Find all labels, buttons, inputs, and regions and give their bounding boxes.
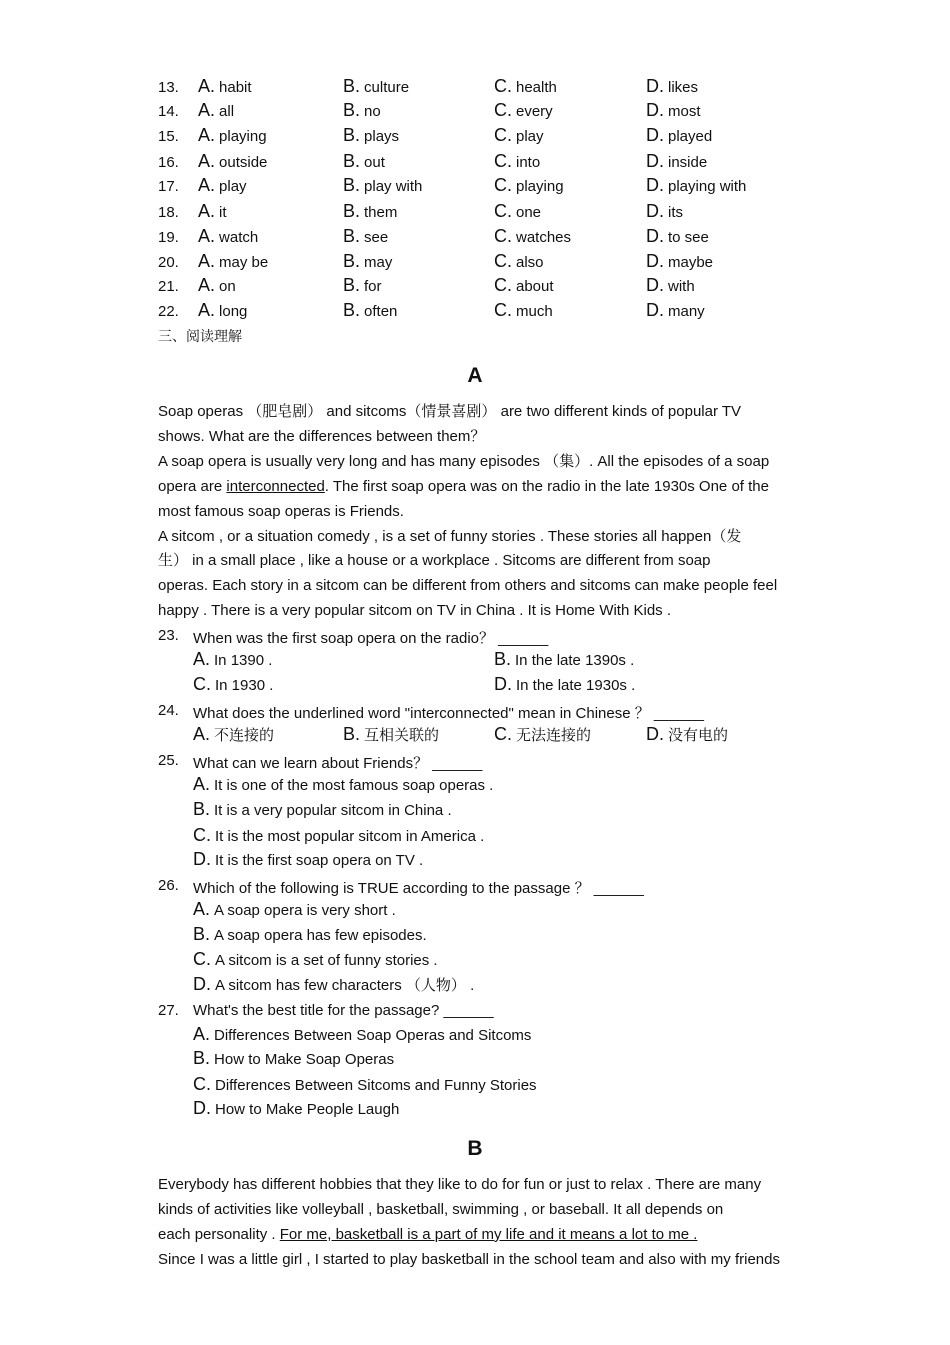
option-text: watches (516, 229, 572, 246)
option-text: may (364, 254, 393, 271)
option-text: A soap opera is very short . (214, 902, 396, 919)
option (198, 100, 234, 121)
option (494, 100, 553, 121)
answer-option (193, 825, 484, 846)
option (198, 300, 247, 321)
text-line: 生） in a small place , like a house or a workplace . Sitcoms are different from soap (158, 552, 711, 570)
option-letter: D. (646, 275, 664, 295)
option-letter: C. (494, 275, 512, 295)
option-letter: C. (193, 825, 211, 845)
option (646, 300, 705, 321)
answer-option (193, 674, 273, 695)
text-line: most famous soap operas is Friends. (158, 502, 404, 520)
option-text: often (364, 303, 398, 320)
option-letter: B. (343, 175, 361, 195)
option-letter: D. (646, 100, 664, 120)
option-letter: D. (646, 724, 664, 744)
option-letter: B. (193, 1048, 211, 1068)
option-letter: B. (343, 76, 361, 96)
option (198, 151, 267, 172)
option-text: to see (668, 229, 709, 246)
option (343, 226, 388, 247)
option-letter: A. (193, 899, 211, 919)
option (494, 251, 544, 272)
option-letter: A. (198, 76, 216, 96)
option-text: into (516, 154, 541, 171)
option-text: In 1930 . (215, 677, 274, 694)
option-letter: C. (193, 1074, 211, 1094)
option-letter: B. (193, 799, 211, 819)
question-number: 17. (158, 178, 179, 195)
underlined-text: For me, basketball is a part of my life and it means a lot to me . (279, 1225, 698, 1243)
answer-option (193, 924, 427, 945)
option (494, 125, 544, 146)
option-letter: C. (494, 226, 512, 246)
option-text: 不连接的 (214, 727, 275, 744)
option (494, 201, 541, 222)
text-line: Since I was a little girl , I started to play basketball in the school team and also with my friends (158, 1250, 780, 1268)
text-line: operas. Each story in a sitcom can be different from others and sitcoms can make people feel (158, 577, 778, 595)
option-text: It is the most popular sitcom in America . (215, 828, 485, 845)
option (646, 175, 746, 196)
option-letter: A. (198, 151, 216, 171)
answer-option (494, 674, 635, 695)
option-text: A soap opera has few episodes. (214, 927, 427, 944)
answer-option (193, 724, 274, 745)
option (494, 76, 557, 97)
option-text: Differences Between Sitcoms and Funny Stories (215, 1077, 537, 1094)
option (343, 125, 399, 146)
answer-option (193, 949, 438, 970)
option-letter: C. (494, 251, 512, 271)
option-text: much (516, 303, 553, 320)
option-letter: D. (646, 175, 664, 195)
option-text: maybe (668, 254, 714, 271)
option-text: out (364, 154, 385, 171)
answer-option (193, 849, 423, 870)
answer-option (193, 899, 396, 920)
option-letter: C. (494, 125, 512, 145)
option-letter: C. (494, 201, 512, 221)
option-letter: A. (198, 226, 216, 246)
option (343, 201, 397, 222)
option-letter: C. (494, 175, 512, 195)
option-text: inside (668, 154, 708, 171)
option-text: may be (219, 254, 269, 271)
option-text: 无法连接的 (516, 727, 592, 744)
option (494, 151, 540, 172)
option-text: long (219, 303, 248, 320)
option (494, 275, 554, 296)
option-letter: D. (646, 125, 664, 145)
option-letter: A. (198, 175, 216, 195)
option-text: also (516, 254, 544, 271)
answer-option (343, 724, 439, 745)
text-line: happy . There is a very popular sitcom on TV in China . It is Home With Kids . (158, 602, 671, 620)
answer-option (193, 1024, 531, 1045)
option-text: its (668, 204, 683, 221)
question-number: 26. (158, 877, 179, 894)
answer-option (494, 724, 591, 745)
option-text: about (516, 278, 554, 295)
text-line: each personality . For me, basketball is a part of my life and it means a lot to me . (158, 1225, 698, 1243)
question-number: 24. (158, 702, 179, 719)
option-text: culture (364, 79, 410, 96)
option-letter: D. (646, 201, 664, 221)
option-letter: A. (193, 774, 211, 794)
option (198, 275, 236, 296)
option-text: In 1390 . (214, 652, 273, 669)
option-letter: D. (646, 251, 664, 271)
option (343, 275, 382, 296)
option-letter: C. (193, 949, 211, 969)
option-text: all (219, 103, 235, 120)
option-text: It is one of the most famous soap operas . (214, 777, 494, 794)
option-letter: C. (193, 674, 211, 694)
option-text: watch (219, 229, 259, 246)
option-text: It is the first soap opera on TV . (215, 852, 424, 869)
option-letter: B. (343, 275, 361, 295)
option-letter: B. (343, 125, 361, 145)
option-letter: D. (193, 849, 211, 869)
option-text: A sitcom has few characters （人物） . (215, 977, 475, 994)
question-stem: What's the best title for the passage? ______ (193, 1002, 494, 1019)
option-text: Differences Between Soap Operas and Sitcoms (214, 1027, 532, 1044)
text-line: Soap operas （肥皂剧） and sitcoms（情景喜剧） are two different kinds of popular TV (158, 403, 742, 420)
option (343, 300, 397, 321)
option-text: them (364, 204, 398, 221)
question-stem: What can we learn about Friends？ ______ (193, 755, 483, 772)
option-text: for (364, 278, 382, 295)
option-text: every (516, 103, 553, 120)
text-line: opera are interconnected. The first soap opera was on the radio in the late 1930s One of the (158, 477, 769, 495)
option (198, 251, 268, 272)
option-letter: C. (494, 100, 512, 120)
option-letter: B. (343, 100, 361, 120)
option-letter: D. (646, 300, 664, 320)
question-stem: What does the underlined word "interconnected" mean in Chinese ？ ______ (193, 705, 704, 722)
option-text: outside (219, 154, 268, 171)
question-number: 27. (158, 1002, 179, 1019)
option-text: How to Make Soap Operas (214, 1051, 395, 1068)
question-number: 18. (158, 204, 179, 221)
option-text: In the late 1390s . (515, 652, 635, 669)
option-text: A sitcom is a set of funny stories . (215, 952, 438, 969)
text-line: Everybody has different hobbies that they like to do for fun or just to relax . There are many (158, 1176, 762, 1193)
option-text: one (516, 204, 542, 221)
option (646, 201, 683, 222)
passage-b-text (158, 1173, 798, 1273)
option-text: play (219, 178, 247, 195)
option-text: play (516, 128, 544, 145)
option-letter: B. (343, 226, 361, 246)
option (198, 125, 267, 146)
option-text: with (668, 278, 695, 295)
question-number: 20. (158, 254, 179, 271)
option-letter: C. (494, 151, 512, 171)
option-letter: D. (646, 76, 664, 96)
option (646, 125, 712, 146)
answer-option (193, 1048, 394, 1069)
option (646, 251, 713, 272)
option-text: likes (668, 79, 699, 96)
option (198, 201, 227, 222)
question-number: 19. (158, 229, 179, 246)
option-text: playing with (668, 178, 747, 195)
option-letter: D. (646, 226, 664, 246)
answer-option (193, 974, 474, 995)
option (646, 275, 695, 296)
text-line: A sitcom , or a situation comedy , is a set of funny stories . These stories all happen（发 (158, 527, 742, 545)
option (343, 175, 422, 196)
option (646, 76, 698, 97)
option-letter: D. (193, 1098, 211, 1118)
option-letter: A. (198, 100, 216, 120)
option-text: most (668, 103, 701, 120)
question-number: 14. (158, 103, 179, 120)
option-letter: A. (193, 724, 211, 744)
answer-option (193, 649, 272, 670)
text-line: A soap opera is usually very long and has many episodes （集）. All the episodes of a soap (158, 452, 770, 470)
question-number: 23. (158, 627, 179, 644)
option-text: playing (516, 178, 564, 195)
option-letter: B. (343, 251, 361, 271)
option-letter: B. (343, 724, 361, 744)
option-letter: A. (193, 1024, 211, 1044)
option-letter: A. (198, 251, 216, 271)
answer-option (193, 774, 493, 795)
option-text: 没有电的 (668, 727, 729, 744)
option (646, 226, 709, 247)
answer-option (193, 1098, 399, 1119)
question-number: 25. (158, 752, 179, 769)
option-text: see (364, 229, 389, 246)
question-number: 16. (158, 154, 179, 171)
answer-option (494, 649, 634, 670)
option-letter: A. (198, 275, 216, 295)
option-text: it (219, 204, 227, 221)
option-letter: C. (494, 300, 512, 320)
option-text: on (219, 278, 236, 295)
option-text: played (668, 128, 713, 145)
option-text: play with (364, 178, 423, 195)
option-text: 互相关联的 (364, 727, 440, 744)
option (198, 175, 247, 196)
option-text: habit (219, 79, 252, 96)
text-line: shows. What are the differences between them？ (158, 427, 486, 445)
option (343, 100, 381, 121)
option (198, 76, 252, 97)
question-number: 15. (158, 128, 179, 145)
option (494, 226, 571, 247)
passage-a-heading: A (467, 364, 483, 387)
text-line: kinds of activities like volleyball , basketball, swimming , or baseball. It all depends on (158, 1200, 724, 1218)
option-letter: B. (494, 649, 512, 669)
question-stem: When was the first soap opera on the radio？ ______ (193, 630, 549, 647)
option-letter: C. (494, 76, 512, 96)
option-letter: D. (494, 674, 512, 694)
question-number: 21. (158, 278, 179, 295)
passage-b-heading: B (467, 1137, 483, 1160)
option-letter: C. (494, 724, 512, 744)
option-text: many (668, 303, 705, 320)
option-letter: A. (193, 649, 211, 669)
option (646, 151, 707, 172)
passage-a-text (158, 400, 798, 624)
question-number: 13. (158, 79, 179, 96)
option-text: no (364, 103, 381, 120)
option-letter: B. (343, 151, 361, 171)
option-letter: A. (198, 201, 216, 221)
option-letter: B. (343, 300, 361, 320)
answer-option (193, 1074, 537, 1095)
option-text: How to Make People Laugh (215, 1101, 400, 1118)
option (494, 175, 564, 196)
option (343, 76, 409, 97)
option-text: playing (219, 128, 267, 145)
question-number: 22. (158, 303, 179, 320)
section-title: 三、阅读理解 (158, 328, 242, 344)
option (198, 226, 258, 247)
question-stem: Which of the following is TRUE according to the passage ？ ______ (193, 880, 644, 897)
underlined-text: interconnected (226, 477, 325, 495)
option-letter: A. (198, 300, 216, 320)
option-letter: D. (646, 151, 664, 171)
answer-option (646, 724, 728, 745)
option (343, 151, 385, 172)
answer-option (193, 799, 452, 820)
option (343, 251, 392, 272)
option-text: health (516, 79, 557, 96)
option-text: In the late 1930s . (516, 677, 636, 694)
option-text: plays (364, 128, 400, 145)
option-letter: A. (198, 125, 216, 145)
option-letter: D. (193, 974, 211, 994)
option-letter: B. (343, 201, 361, 221)
option-text: It is a very popular sitcom in China . (214, 802, 452, 819)
option (646, 100, 701, 121)
option-letter: B. (193, 924, 211, 944)
option (494, 300, 553, 321)
